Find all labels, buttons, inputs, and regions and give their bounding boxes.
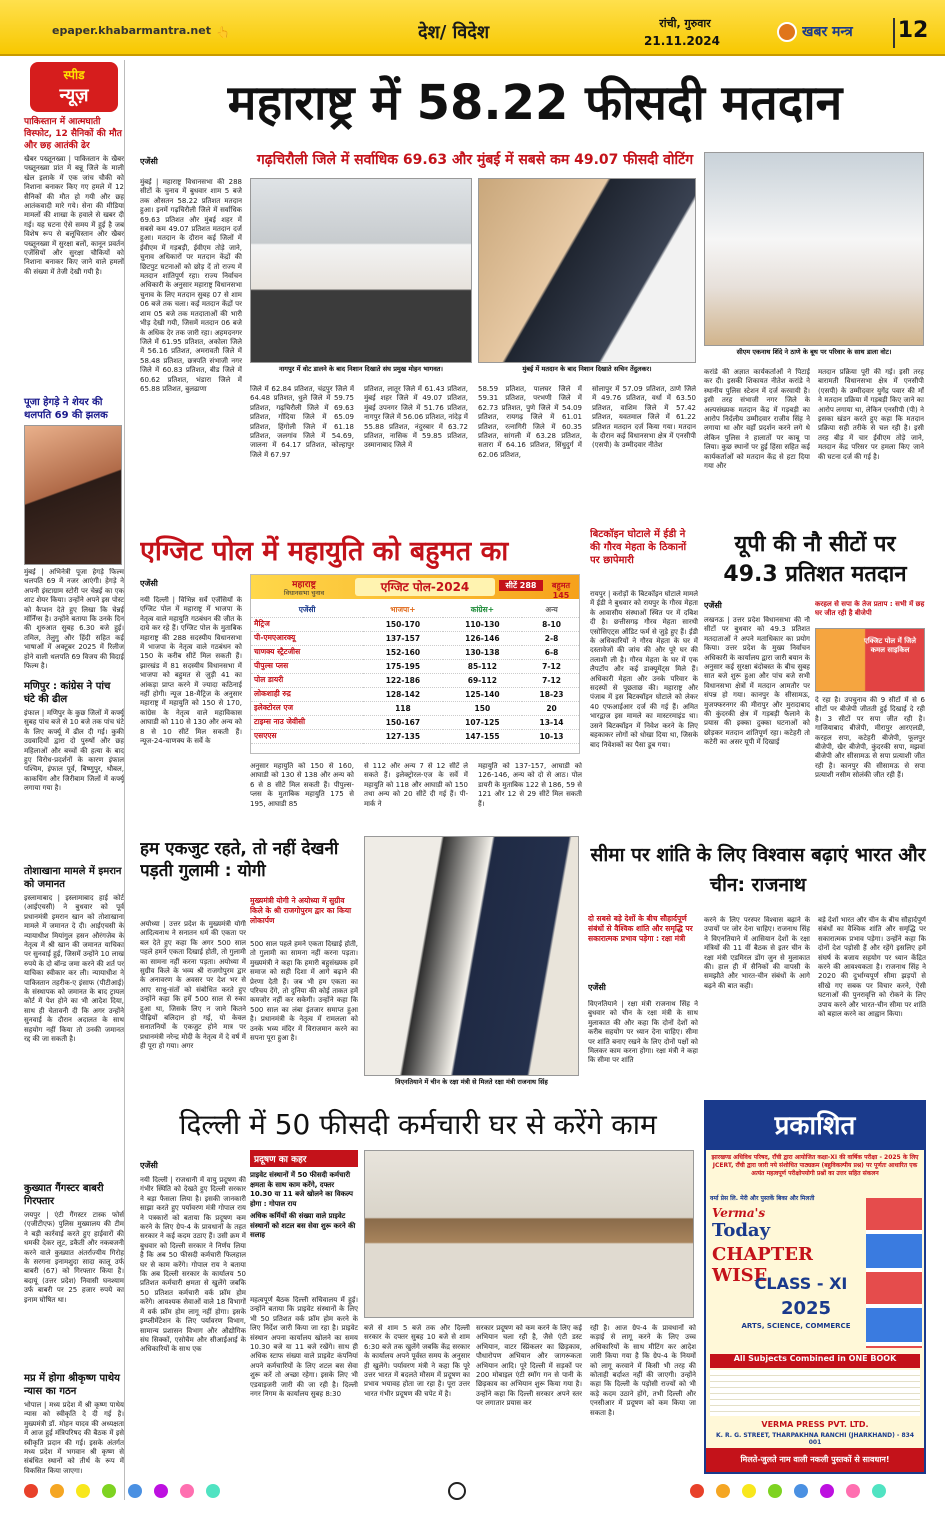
color-dot	[24, 1484, 38, 1498]
other-cell: 20	[522, 701, 580, 715]
agency-cell: चाणक्य स्ट्रैटजीस	[251, 645, 363, 659]
rajnath-body-col2: करने के लिए परस्पर विश्वास बढ़ाने के उपायों पर जोर देना चाहिए। राजनाथ सिंह ने विएनतियाने में आसियान देशों के रक्षा मंत्रियों की 11 वीं बैठक से इतर चीन के रक्षा मंत्री एडमिरल डोंग जुन से मुलाकात की। हाल ही में सैनिकों की वापसी के समझौते और भारत-चीन संबंधों के आगे बढ़ने की बात कही।	[704, 916, 810, 990]
delhi-body-col5: रही है। आज ग्रेप-4 के प्रावधानों को कड़ाई से लागू करने के लिए उच्च अधिकारियों के साथ मीटिंग कर आदेश जारी किया गया है कि ग्रेप-4 के नियमों को लागू करवाने में किसी भी तरह की कोताही बर्दाश्त नहीं की जाएगी। उन्होंने कहा कि दिल्ली के पड़ोसी राज्यों को भी कड़े कदम उठाने होंगे, तभी दिल्ली और एनसीआर में प्रदूषण को कम किया जा सकता है।	[590, 1324, 696, 1417]
agency-cell: पीपुल्स प्लस	[251, 659, 363, 673]
bjp-cell: 128-142	[363, 687, 442, 701]
ad-combined: All Subjects Combined in ONE BOOK	[710, 1354, 920, 1368]
up-graphic-caption: एक्जिट पोल में जिले कमल साइकिल	[863, 637, 916, 654]
rajnath-photo	[364, 836, 579, 1076]
delhi-body-col3: बजे से शाम 5 बजे तक और दिल्ली सरकार के दफ्तर सुबह 10 बजे से शाम 6:30 बजे तक खुलेंगे जबकि केंद्र सरकार के कार्यालय अपने पूर्वस्त समय के अनुसार ही खुलेंगे। पर्यावरण मंत्री ने कहा कि पूरे उत्तर भारत में बदलते मौसम में प्रदूषण का प्रभाव भयावह होता जा रहा है। पूरा उत्तर भारत गंभीर प्रदूषण की चपेट में है।	[364, 1324, 470, 1398]
congress-cell: 85-112	[443, 659, 522, 673]
exit-poll-body-col2: अनुसार महायुति को 150 से 160, आघाडी को 130 से 138 और अन्य को 6 से 8 सीटें मिल सकती हैं। पीपुल्स-प्लस के मुताबिक महायुति 175 से 195, आघाडी 85	[250, 762, 354, 808]
congress-cell: 147-155	[443, 729, 522, 743]
item-body: इंफाल | मणिपुर के कुछ जिलों में कर्फ्यू सुबह पांच बजे से 10 बजे तक पांच घंटे के लिए कर्फ्यू में ढील दी गई। कुकी उग्रवादियों द्वारा दो पुरुषों और छह महिलाओं और बच्चों की हत्या के बाद हुए विरोध-प्रदर्शनों के कारण इंफाल पश्चिम, इंफाल पूर्व, बिष्णुपुर, थौबल, काकचिंग और जिरीबाम जिलों में कर्फ्यू लगाया गया है।	[24, 709, 124, 793]
speed-news-item	[24, 865, 124, 1180]
advertisement[interactable]	[704, 1100, 926, 1474]
tendulkar-photo	[478, 178, 696, 363]
graphic-title: एग्जिट पोल-2024	[355, 578, 495, 596]
other-cell: 6-8	[522, 645, 580, 659]
item-body: भोपाल | मध्य प्रदेश में श्री कृष्ण पाथेय न्यास को स्वीकृति दे दी गई है। मुख्यमंत्री डॉ. मोहन यादव की अध्यक्षता में आज हुई मंत्रिपरिषद की बैठक में इसे स्वीकृति प्रदान की गई। इसके अंतर्गत मध्य प्रदेश में भगवान श्री कृष्ण से संबंधित स्थानों को तीर्थ के रूप में विकसित किया जाएगा।	[24, 1401, 124, 1475]
masthead-date: 21.11.2024	[644, 34, 720, 48]
delhi-body-col1: नयी दिल्ली | राजधानी में वायु प्रदूषण की गंभीर स्थिति को देखते हुए दिल्ली सरकार ने बड़ा फैसला लिया है। इसकी जानकारी साझा करते हुए पर्यावरण मंत्री गोपाल राय ने पत्रकारों को बताया कि प्रदूषण कम करने के लिए ग्रेप-4 के प्रावधानों के तहत सरकार ने कई कदम उठाए हैं। उसी क्रम में बुधवार को दिल्ली सरकार ने निर्णय लिया है कि अब 50 फीसदी कर्मचारी फिलहाल घर से काम करेंगे। गोपाल राय ने बताया कि अब दिल्ली सरकार के कार्यालय 50 प्रतिशत कर्मचारी क्षमता से खुलेंगे जबकि 50 प्रतिशत कर्मचारी वर्क फ्रॉम होम करेंगे। आवश्यक सेवाओं वाले 18 विभागों में वर्क फ्रॉम होम लागू नहीं होगा। इसके इम्प्लीमेंटेशन के लिए पर्यावरण विभाग, सामान्य प्रशासन विभाग और औद्योगिक संघ सिक्कों, एसोचैम और सीआईआई के अधिकारियों के साथ एक	[140, 1176, 246, 1354]
ad-book-covers	[866, 1198, 922, 1348]
registration-mark-icon	[448, 1482, 466, 1500]
rajnath-body-col3: बड़े देशों भारत और चीन के बीच सौहार्दपूर्ण संबंधों का वैश्विक शांति और समृद्धि पर सकारात्मक प्रभाव पड़ेगा। उन्होंने कहा कि दोनों देश पड़ोसी हैं और रहेंगे इसलिए हमें संघर्ष के बजाय सहयोग पर ध्यान केंद्रित करने की आवश्यकता है। राजनाथ सिंह ने 2020 की दुर्भाग्यपूर्ण सीमा झड़पों से सीखे गए सबक पर विचार करने, ऐसी घटनाओं की पुनरावृत्ति को रोकने के लिए उपाय करने और भारत-चीन सीमा पर शांति को बहाल करने का आह्वान किया।	[818, 916, 926, 1019]
rajnath-source: एजेंसी	[588, 983, 606, 992]
color-dot	[872, 1484, 886, 1498]
table-header-row	[251, 603, 580, 617]
bjp-cell: 122-186	[363, 673, 442, 687]
ad-subject-list	[710, 1370, 920, 1416]
exit-poll-body-col1: नयी दिल्ली | विभिन्न सर्वे एजेंसियों के एग्जिट पोल में महाराष्ट्र में भाजपा के नेतृत्व वाले महायुति गठबंधन की जीत के दावे कर रहे हैं। एग्जिट पोल के मुताबिक महाराष्ट्र की 288 सदस्यीय विधानसभा में भाजपा के नेतृत्व वाले गठबंधन को 150 के करीब सीटें मिल सकती हैं। झारखंड में 81 सदस्यीय विधानसभा में भाजपा को बहुमत से जुड़ी 41 का आंकड़ा प्राप्त करने में ज्यादा कठिनाई नहीं होगी। न्यूज 18-मैट्रिज के अनुसार महाराष्ट्र में महायुति को 150 से 170, कांग्रेस के नेतृत्व वाले महाविकास आघाडी को 110 से 130 और अन्य को 8 से 10 सीटें मिल सकती हैं। न्यूज-24-चाणक्य के सर्वे के	[140, 596, 242, 746]
other-cell: 18-23	[522, 687, 580, 701]
agency-cell: मैट्रिज	[251, 617, 363, 631]
agency-cell: पोल डायरी	[251, 673, 363, 687]
delhi-box-item: प्राइवेट संस्थानों में 50 फीसदी कर्मचारी क्षमता के साथ काम करेंगे, दफ्तर 10.30 या 11 बजे खोलने का विकल्प होगा : गोपाल राय	[250, 1171, 353, 1208]
table-row	[251, 687, 580, 701]
table-row	[251, 631, 580, 645]
tendulkar-caption: मुंबई में मतदान के बाद निशान दिखाते सचिन तेंदुलकर।	[478, 365, 696, 377]
brand-logo-icon	[777, 22, 797, 42]
yogi-sidebar: मुख्यमंत्री योगी ने अयोध्या में सुग्रीव किले के श्री राजगोपुरम द्वार का किया लोकार्पण	[250, 896, 352, 925]
delhi-source: एजेंसी	[140, 1161, 158, 1170]
table-row	[251, 673, 580, 687]
agency-cell: लोकशाही रुद्र	[251, 687, 363, 701]
graphic-state-sub: विधानसभा चुनाव	[283, 589, 325, 597]
item-headline: मप्र में होगा श्रीकृष्ण पाथेय न्यास का गठन	[24, 1373, 120, 1397]
exit-poll-body-col4: महायुति को 137-157, आघाडी को 126-146, अन्य को दो से आठ। पोल डायरी के मुताबिक 122 से 186, 59 से 121 और 12 से 29 सीटें मिल सकती हैं।	[478, 762, 582, 808]
speed-news-item	[24, 1182, 124, 1372]
col-bjp-header: भाजपा+	[363, 603, 442, 617]
badge-line-1: स्पीड	[63, 68, 85, 82]
ad-publisher: VERMA PRESS PVT. LTD.	[761, 1420, 869, 1429]
exit-poll-graphic	[250, 574, 580, 754]
graphic-header	[251, 575, 580, 599]
ad-subtitle: वर्मा प्रेस लि. मेरी और पुस्तकें बिका और मिलती	[710, 1195, 815, 1202]
color-dot	[180, 1484, 194, 1498]
agency-cell: एसएएस	[251, 729, 363, 743]
exit-poll-body-col3: से 112 और अन्य 7 से 12 सीटें ले सकते हैं। इलेक्ट्रोरल-एज के सर्वे में महायुति को 118 और आघाडी को 150 तथा अन्य को 20 सीटें दी गई हैं। पी-मार्क ने	[364, 762, 468, 808]
up-body-col2: दे रहा है। उपचुनाव की 9 सीटों में से 6 सीटों पर बीजेपी जीतती हुई दिखाई दे रही है। 3 सीटों पर सपा जीत रही है। गाजियाबाद बीजेपी, मीरापुर आरएलडी, करहल सपा, कटेहरी बीजेपी, फूलपुर बीजेपी, खैर बीजेपी, कुंदरकी सपा, मझवां बीजेपी और सीसामऊ से सपा प्रत्याशी जीत रही है। कानपुर की सीसामऊ से सपा प्रत्याशी नसीम सोलंकी जीत रही हैं।	[815, 696, 925, 780]
congress-cell: 150	[443, 701, 522, 715]
table-row	[251, 645, 580, 659]
color-dot	[76, 1484, 90, 1498]
cursor-icon: 👆	[216, 26, 230, 39]
ad-chapter-wise: CHAPTER WISE	[712, 1244, 813, 1286]
masthead-url[interactable]: epaper.khabarmantra.net	[52, 24, 211, 37]
majority-label: बहुमत 145	[551, 581, 571, 600]
page-number: 12	[893, 18, 931, 48]
agency-cell: पी-एमएआरक्यू	[251, 631, 363, 645]
lead-source: एजेंसी	[140, 157, 158, 166]
congress-cell: 130-138	[443, 645, 522, 659]
color-dot	[154, 1484, 168, 1498]
bjp-cell: 150-167	[363, 715, 442, 729]
item-headline: पाकिस्तान में आत्मघाती विस्फोट, 12 सैनिकों की मौत और छह आतंकी ढेर	[24, 117, 122, 151]
shinde-caption: सीएम एकनाथ शिंदे ने ठाणे के बूथ पर परिवार के साथ डाला वोट।	[704, 348, 924, 360]
other-cell: 7-12	[522, 659, 580, 673]
bjp-cell: 150-170	[363, 617, 442, 631]
ad-class: CLASS - XI	[754, 1274, 848, 1293]
color-dot	[768, 1484, 782, 1498]
graphic-state: महाराष्ट्र	[292, 580, 316, 590]
masthead-brand: खबर मन्त्र	[802, 24, 853, 40]
speed-news-column	[22, 60, 125, 1500]
rajnath-body-col1: विएनतियाने | रक्षा मंत्री राजनाथ सिंह ने बुधवार को चीन के रक्षा मंत्री के साथ मुलाकात की और कहा कि दोनों देशों को करीब सहयोग पर ध्यान देना चाहिए। सीमा पर शांति बनाए रखने के लिए दोनों पक्षों को मिलकर काम करना होगा। रक्षा मंत्री ने कहा कि सीमा पर शांति	[588, 1000, 698, 1065]
up-headline: यूपी की नौ सीटों पर 49.3 प्रतिशत मतदान	[723, 532, 907, 587]
delhi-box-title: प्रदूषण का कहर	[250, 1150, 358, 1167]
speed-news-item	[24, 396, 124, 680]
bitcoin-body: रायपुर | करोड़ों के बिटकॉइन घोटाले मामले में ईडी ने बुधवार को रायपुर के गौरव मेहता के आवासीय संस्थाओं स्थित पर में दबिश दी है। छत्तीसगढ़ गौरव मेहता सारथी एसोसिएट्स ऑडिट फर्म से जुड़े हुए हैं। ईडी के अधिकारियों ने गौरव मेहता के घर में दस्तावेजों की जांच की और पूरे घर की तलाशी ली है। गौरव मेहता के घर में एक लैपटॉप और कई डाक्यूमेंट्स मिले हैं। अधिकारी मेहता और उनके परिवार के सदस्यों से पूछताछ की। महाराष्ट्र और पंजाब में इस बिटक्वॉइन घोटाले को लेकर 40 एफआईआर दर्ज की गई हैं। अमित भारद्वाज इस मामले का मास्टरमाइंड था। उसने बिटक्वॉइन में निवेश करने के लिए बहकाकर लोगों को धोखा दिया था, जिसके बाद निवेशकों का पैसा डूब गया।	[590, 590, 698, 749]
bhagwat-caption: नागपुर में वोट डालने के बाद निशान दिखाते संघ प्रमुख मोहन भागवत।	[250, 365, 472, 377]
item-headline: पूजा हेगड़े ने शेयर की थलपति 69 की झलक	[24, 397, 108, 421]
delhi-meeting-photo	[364, 1150, 694, 1318]
delhi-box	[250, 1150, 358, 1290]
item-headline: कुख्यात गैंगस्टर बाबरी गिरफ्तार	[24, 1183, 104, 1207]
item-headline: तोशाखाना मामले में इमरान को जमानत	[24, 866, 122, 890]
bitcoin-headline: बिटकॉइन घोटाले में ईडी ने की गौरव मेहता के ठिकानों पर छापेमारी	[590, 529, 687, 566]
color-dot	[206, 1484, 220, 1498]
lead-subhead: गढ़चिरौली जिले में सर्वाधिक 69.63 और मुंबई में सबसे कम 49.07 फीसदी वोटिंग	[256, 152, 694, 168]
color-dot	[794, 1484, 808, 1498]
lead-body-col6: करांडे की अज्ञात कार्यकर्ताओं ने पिटाई कर दी। इसकी शिकायत नीतेश करांडे ने स्थानीय पुलिस स्टेशन में दर्ज करवायी है। इसी तरह संभाजी नगर जिले के अल्पसंख्यक मतदान केंद्र में गड़बड़ी का आरोप निर्दलीय उम्मीदवार राजीव सिंह ने लगाया था और वहाँ प्रदर्शन करने लगे थे लेकिन पुलिस ने हालातों पर काबू पा लिया। कुछ स्थानों पर हुई हिंसा सहित कई कार्यकर्ताओं को मतदान केंद्र से हटा दिया गया और	[704, 368, 810, 471]
color-dot	[716, 1484, 730, 1498]
rajnath-headline: सीमा पर शांति के लिए विश्वास बढ़ाएं भारत और चीन: राजनाथ	[590, 844, 926, 896]
ad-today: Today	[712, 1220, 771, 1241]
color-dot	[50, 1484, 64, 1498]
congress-cell: 126-146	[443, 631, 522, 645]
col-agency-header: एजेंसी	[251, 603, 363, 617]
color-dots-left	[24, 1482, 244, 1502]
color-dot	[128, 1484, 142, 1498]
table-row	[251, 701, 580, 715]
delhi-body-col4: सरकार प्रदूषण को कम करने के लिए कई अभियान चला रही है, जैसे एंटी डस्ट अभियान, वाटर स्प्रिंकलर का छिड़काव, पौधारोपण अभियान और जागरूकता अभियान आदि। पूरे दिल्ली में सड़कों पर 200 मोबाइल एंटी स्मॉग गन से पानी के छिड़काव का अभियान शुरू किया गया है। उन्होंने कहा कि दिल्ली सरकार अपने स्तर पर लगातार प्रयास कर	[476, 1324, 582, 1408]
pooja-hegde-photo	[24, 425, 122, 565]
yogi-headline: हम एकजुट रहते, तो नहीं देखनी पड़ती गुलामी : योगी	[140, 839, 339, 881]
masthead-location: रांची, गुरुवार	[659, 17, 711, 30]
up-akhilesh-graphic	[815, 628, 925, 692]
delhi-box-item: अधिक कर्मियों की संख्या वाले प्राइवेट संस्थानों को शटल बस सेवा शुरू करने की सलाह	[250, 1212, 356, 1239]
ad-bottom-warning: मिलते-जुलते नाम वाली नकली पुस्तकों से सावधान!	[706, 1448, 924, 1472]
table-row	[251, 729, 580, 743]
table-row	[251, 715, 580, 729]
speed-news-item	[24, 116, 124, 400]
congress-cell: 107-125	[443, 715, 522, 729]
up-subhead: करहल से सपा के तेज प्रताप : सभी में छह घर जीत रही है बीजेपी	[815, 600, 925, 617]
item-headline: मणिपुर : कांग्रेस ने पांच घंटे की ढील	[24, 681, 111, 705]
rajnath-photo-caption: विएनतियाने में चीन के रक्षा मंत्री से मिलते रक्षा मंत्री राजनाथ सिंह	[364, 1078, 579, 1090]
bjp-cell: 152-160	[363, 645, 442, 659]
exit-poll-headline: एग्जिट पोल में महायुति को बहुमत का	[140, 536, 509, 567]
agency-cell: टाइम्स नाउ जेवीसी	[251, 715, 363, 729]
other-cell: 13-14	[522, 715, 580, 729]
color-dot	[846, 1484, 860, 1498]
lead-body-col5: सोलापुर में 57.09 प्रतिशत, ठाणे जिले में 49.76 प्रतिशत, वर्धा में 63.50 प्रतिशत, वाशिम जिले में 57.42 प्रतिशत, यवतमाल जिले में 61.22 प्रतिशत मतदान दर्ज किया गया। मतदान के दौरान कई विधानसभा क्षेत्र में एनसीपी (एसपी) के उम्मीदवार नीतेश	[592, 385, 696, 450]
lead-body-col4: 58.59 प्रतिशत, पालघर जिले में 59.31 प्रतिशत, परभणी जिले में 62.73 प्रतिशत, पुणे जिले में 54.09 प्रतिशत, रायगढ़ जिले में 61.01 प्रतिशत, रत्नागिरी जिले में 60.35 प्रतिशत, सांगली में 63.28 प्रतिशत, सतारा में 64.16 प्रतिशत, सिंधुदुर्ग में 62.06 प्रतिशत,	[478, 385, 582, 459]
ad-address: K. R. G. STREET, THARPAKHNA RANCHI (JHARKHAND) - 834 001	[715, 1432, 915, 1446]
color-dots-right	[690, 1482, 920, 1502]
color-dot	[820, 1484, 834, 1498]
exit-poll-source: एजेंसी	[140, 579, 158, 588]
rajnath-sidebar: दो सबसे बड़े देशों के बीच सौहार्दपूर्ण संबंधों से वैश्विक शांति और समृद्धि पर सकारात्मक प्रभाव पड़ेगा : रक्षा मंत्री	[588, 914, 693, 943]
badge-line-2: न्यूज़	[59, 85, 89, 106]
table-row	[251, 617, 580, 631]
ad-year: 2025	[780, 1298, 832, 1319]
color-dot	[102, 1484, 116, 1498]
speed-news-item	[24, 1372, 124, 1500]
other-cell: 2-8	[522, 631, 580, 645]
lead-body-col2: जिले में 62.84 प्रतिशत, चंद्रपुर जिले में 64.48 प्रतिशत, धुले जिले में 59.75 प्रतिशत, गढ़चिरौली जिले में 69.63 प्रतिशत, गोंदिया जिले में 65.09 प्रतिशत, हिंगोली जिले में 61.18 प्रतिशत, जलगांव जिले में 54.69, जालना में 64.17 प्रतिशत, कोल्हापुर जिले में 67.97	[250, 385, 354, 459]
up-body-col1: लखनऊ | उत्तर प्रदेश विधानसभा की नौ सीटों पर बुधवार को 49.3 प्रतिशत मतदाताओं ने अपने मताधिकार का प्रयोग किया। उत्तर प्रदेश के मुख्य निर्वाचन अधिकारी के कार्यालय द्वारा जारी बयान के अनुसार कई सुरक्षा बंदोबस्त के बीच सुबह सात बजे शुरू हुआ और पांच बजे सभी विधानसभा क्षेत्रों में मतदान आमतौर पर संपन्न हो गया। कानपुर के सीसामऊ, मुजफ्फरनगर की मीरापुर और मुरादाबाद की कुंदरकी क्षेत्र में गड़बड़ी फैलाने के प्रयास की इक्का दुक्का घटनाओं को छोड़कर मतदान शांतिपूर्ण रहा। कटेहरी तो कटेरी का असर यूपी में दिखाई	[704, 616, 810, 747]
congress-cell: 69-112	[443, 673, 522, 687]
yogi-body-col1: अयोध्या | उत्तर प्रदेश के मुख्यमंत्री योगी आदित्यनाथ ने सनातन धर्म की एकता पर बल देते हुए कहा कि अगर 500 साल पहले हमने एकता दिखाई होती, तो गुलामी का सामना नहीं करना पड़ता। अयोध्या में सुग्रीव किले के भव्य श्री राजगोपुरम द्वार के अनावरण के अवसर पर देश भर से आए साधु-संतों को संबोधित करते हुए उन्होंने कहा कि हमें 500 साल से रुका हुआ था, जिसके लिए न जाने कितने पीढ़ियों बलिदान हो गई, यो केवल सनातनियों के एकजुट होने मात्र पर प्रधानमंत्री नरेन्द्र मोदी के नेतृत्व में दे वर्ष में ही पूरा हो गया। अगर	[140, 920, 246, 1051]
delhi-headline: दिल्ली में 50 फीसदी कर्मचारी घर से करेंगे काम	[179, 1108, 657, 1141]
bjp-cell: 127-135	[363, 729, 442, 743]
col-other-header: अन्य	[522, 603, 580, 617]
congress-cell: 110-130	[443, 617, 522, 631]
lead-headline: महाराष्ट्र में 58.22 फीसदी मतदान	[227, 75, 843, 131]
item-body: मुंबई | अभिनेत्री पूजा हेगड़े फिल्म थलपति 69 में नजर आएंगी। हेगड़े ने अपनी इंस्टाग्राम स्टोरी पर चेन्नई का एक शाट शेयर किया। उन्होंने अपने इस पोस्ट को कैप्शन देते हुए लिखा कि चेन्नई मॉर्निंग्स है। उन्होंने बताया कि उनके दिन की शुरुआत सुबह 6.30 बजे हुई। तमिल, तेलुगु और हिंदी सहित कई भाषाओं में अक्टूबर 2025 में रिलीज होने वाली थलपति 69 विजय की विदाई फिल्म है।	[24, 568, 124, 671]
ad-streams: ARTS, SCIENCE, COMMERCE	[741, 1322, 851, 1330]
shinde-photo	[704, 152, 924, 346]
other-cell: 7-12	[522, 673, 580, 687]
exit-poll-table-wrap	[251, 603, 580, 753]
bhagwat-photo	[250, 178, 472, 363]
up-source: एजेंसी	[704, 601, 722, 610]
congress-cell: 125-140	[443, 687, 522, 701]
delhi-body-col2: महत्वपूर्ण बैठक दिल्ली सचिवालय में हुई। उन्होंने बताया कि प्राइवेट संस्थानों के लिए भी 50 प्रतिशत वर्क फ्रॉम होम करने के लिए निर्देश जारी किया जा रहा है। प्राइवेट संस्थान अपना कार्यालय खोलने का समय 10.30 बजे या 11 बजे रखेंगे। साथ ही अधिक स्टाफ संख्या वाले प्राइवेट कंपनियां अपने कर्मचारियों के लिए शटल बस सेवा शुरू करें तो अच्छा रहेगा। इसके लिए भी एडवाइजरी जारी की जा रही है। दिल्ली नगर निगम के कार्यालय सुबह 8:30	[250, 1296, 358, 1399]
footer-strip	[0, 1482, 945, 1517]
col-congress-header: कांग्रेस+	[443, 603, 522, 617]
section-title: देश/ विदेश	[418, 22, 490, 43]
bjp-cell: 175-195	[363, 659, 442, 673]
bjp-cell: 137-157	[363, 631, 442, 645]
other-cell: 8-10	[522, 617, 580, 631]
seats-label: सीटें 288	[499, 580, 543, 591]
item-body: खैबर पख्तूनख्वा | पाकिस्तान के खैबर पख्तूनख्वा प्रांत में बन्नू जिले के माली खेल इलाके में एक जांच चौकी को निशाना बनाकर किए गए हमले में 12 सैनिकों की मौत हो गयी और छह आतंकवादी मारे गये। सेना की मीडिया मामलों की शाखा के हवाले से खबर दी गई। यह घटना ऐसे समय में हुई है जब विशेष रूप से बलूचिस्तान और खैबर पख्तूनख्वा में सुरक्षा बलों, कानून प्रवर्तन एजेंसियों और सुरक्षा चौकियों को निशाना बनाकर किए जाने वाले हमलों की संख्या में तेजी देखी गयी है।	[24, 155, 124, 276]
item-body: इस्लामाबाद | इस्लामाबाद हाई कोर्ट (आईएचसी) ने बुधवार को पूर्व प्रधानमंत्री इमरान खान को तोशाखाना मामले में जमानत दे दी। आईएचसी के न्यायाधीश मियांगुल हसन औरंगजेब के नेतृत्व में श्री खान की जमानत याचिका पर सुनवाई हुई, जिसमें उन्होंने 10 लाख रुपये के दो बॉन्ड जमा करने की शर्त पर याचिका स्वीकार कर ली। न्यायाधीश ने पाकिस्तान तहरीक-ए इंसाफ (पीटीआई) के संस्थापक को जमानत के बाद ट्रायल कोर्ट में पेश होने का भी आदेश दिया, साथ ही चेतावनी दी कि अगर उन्होंने सुनवाई के दौरान अदालत के साथ सहयोग नहीं किया तो उनकी जमानत रद्द की जा सकती है।	[24, 894, 124, 1044]
exit-poll-table	[251, 603, 580, 744]
lead-body-col1: मुंबई | महाराष्ट्र विधानसभा की 288 सीटों के चुनाव में बुधवार शाम 5 बजे तक औसतन 58.22 प्रतिशत मतदान हुआ। इनमें गढ़चिरौली जिले में सर्वाधिक 69.63 प्रतिशत और मुंबई शहर में सबसे कम 49.07 प्रतिशत मतदान दर्ज हुआ। मतदान के दौरान कई जिलों में ईवीएम में गड़बड़ी, ईवीएम तोड़े जाने, चुनाव अधिकारों पर मतदान केंद्रों की छिटपुट घटनाओं को छोड़ दें तो राज्य में मतदान शांतिपूर्ण रहा। राज्य निर्वाचन अधिकारी के अनुसार महाराष्ट्र विधानसभा चुनाव के लिए मतदान सुबह 07 से शाम 06 बजे तक चला। कई मतदान केंद्रों पर शाम 05 बजे तक मतदाताओं की भारी भीड़ देखी गयी, जिसमें मतदान 06 बजे के अधिक देर तक जारी रहा। अहमदनगर जिले में 61.95 प्रतिशत, अकोला जिले में 56.16 प्रतिशत, अमरावती जिले में 58.48 प्रतिशत, छत्रपति संभाजी नगर जिले में 60.83 प्रतिशत, बीड जिले में 60.62 प्रतिशत, भंडारा जिले में 65.88 प्रतिशत, बुलढाणा	[140, 178, 242, 393]
ad-top-text: झारखण्ड अधिविध परिषद, राँची द्वारा आयोजित कक्षा-XI की वार्षिक परीक्षा - 2025 के लिए JCERT, राँची द्वारा जारी नये संशोधित पाठ्यक्रम (बहुविकल्पीय प्रश्न) पर पूर्णतः आधारित एक अत्यंत महत्वपूर्ण परीक्षोपयोगी प्रश्नों का उत्तर सहित संकलन	[711, 1154, 919, 1177]
lead-body-col7: मतदान प्रक्रिया पूरी की गई। इसी तरह बारामती विधानसभा क्षेत्र में एनसीपी (एसपी) के उम्मीदवार युगेंद्र पवार की माँ ने मतदान प्रक्रिया में गड़बड़ी किए जाने का आरोप लगाया था, लेकिन एनसीपी (पी) ने इसका खंडन करते हुए कहा कि मतदान प्रक्रिया सही तरीके से चल रही है। इसी तरह बीड़ में चार ईवीएम तोड़े जाने, मतदान केंद्र परिसर पर हमला किए जाने की घटना दर्ज की गई है।	[818, 368, 924, 461]
yogi-body-col2: 500 साल पहले हमने एकता दिखाई होती, तो गुलामी का सामना नहीं करना पड़ता। मुख्यमंत्री ने कहा कि हमारी बहुसंख्यक हमें समाज को सही दिशा में आगे बढ़ाने की प्रेरणा देती हैं। जब भी हम एकता का परिचय देंगे, तो दुनिया की कोई ताकत हमें कमजोर नहीं कर सकेगी। उन्होंने कहा कि 500 साल का लंबा इंतजार समाप्त हुआ है। प्रधानमंत्री के नेतृत्व में रामलला को उनके भव्य मंदिर में विराजमान करने का सपना पूरा हुआ है।	[250, 940, 358, 1043]
speed-news-item	[24, 680, 124, 865]
other-cell: 10-13	[522, 729, 580, 743]
lead-body-col3: प्रतिशत, लातूर जिले में 61.43 प्रतिशत, मुंबई शहर जिले में 49.07 प्रतिशत, मुंबई उपनगर जिले में 51.76 प्रतिशत, नागपुर जिले में 56.06 प्रतिशत, नांदेड़ में 55.88 प्रतिशत, नंदुरबार में 63.72 प्रतिशत, नासिक में 59.85 प्रतिशत, उस्मानाबाद जिले में	[364, 385, 468, 450]
color-dot	[690, 1484, 704, 1498]
ad-verma: Verma's	[712, 1206, 766, 1220]
bjp-cell: 118	[363, 701, 442, 715]
table-row	[251, 659, 580, 673]
agency-cell: इलेक्टोरल एज	[251, 701, 363, 715]
item-body: जयपुर | एंटी गैंगस्टर टास्क फोर्स (एजीटीएफ) पुलिस मुख्यालय की टीम ने बड़ी कार्रवाई करते हुए हाईवारों की धमकी देकर लूट, डकैती और नकबजनी करने वाले कुख्यात अंतर्राज्यीय गिरोह के सरगना इनामशुदा सादा कालू उर्फ बाबरी (67) को गिरफ्तार किया है। बदायूं (उत्तर प्रदेश) निवासी घनश्याम उर्फ बाबरी पर 25 हजार रुपये का इनाम घोषित था।	[24, 1211, 124, 1304]
speed-news-badge	[30, 62, 118, 112]
color-dot	[742, 1484, 756, 1498]
ad-brand: प्रकाशित	[706, 1102, 924, 1150]
